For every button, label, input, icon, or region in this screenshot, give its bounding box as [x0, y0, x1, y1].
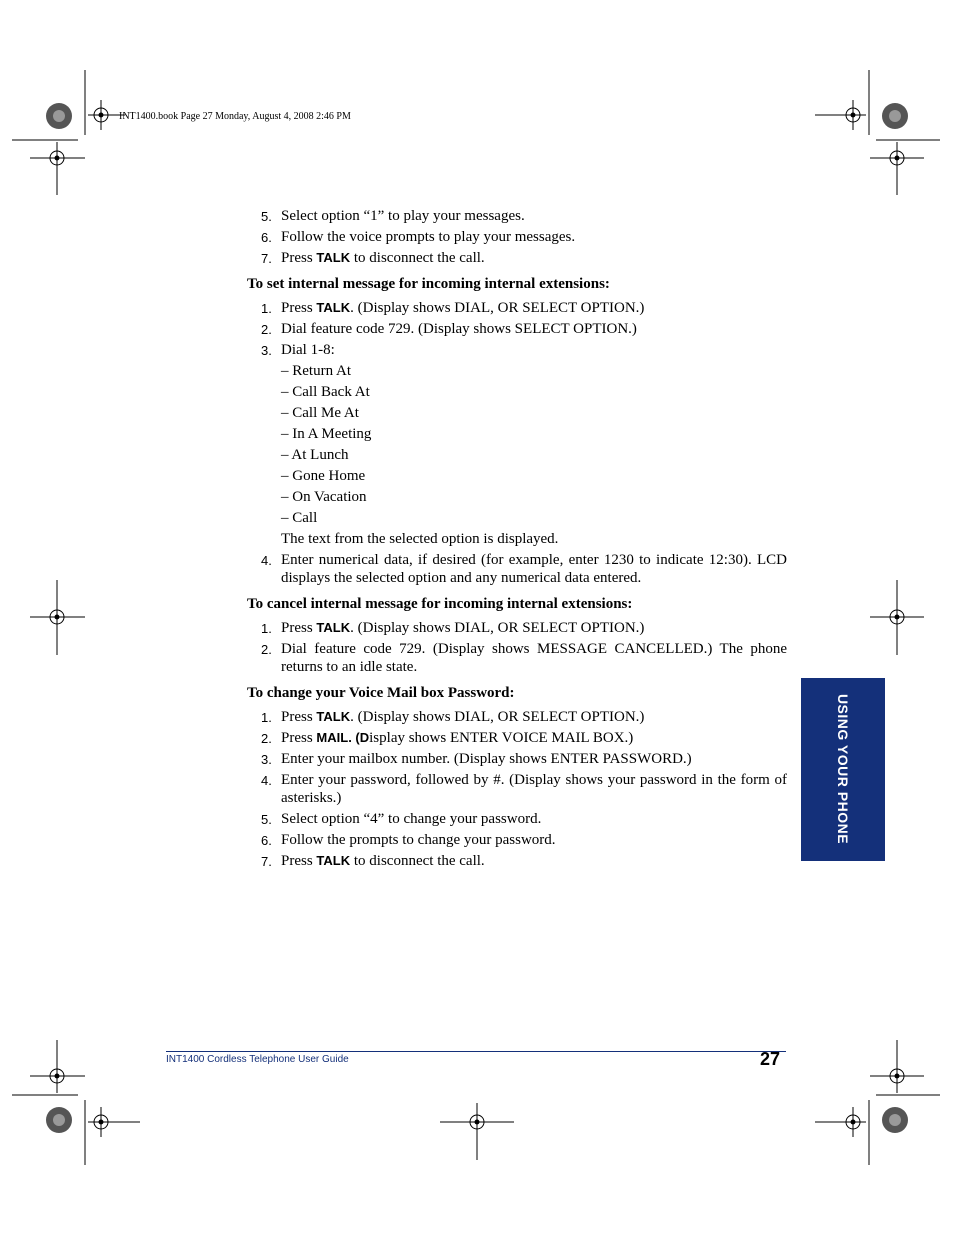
section-heading: To cancel internal message for incoming internal extensions: [247, 596, 633, 612]
footer-guide-title: INT1400 Cordless Telephone User Guide [166, 1054, 349, 1065]
list-item: 4. Enter numerical data, if desired (for example, enter 1230 to indicate 12:30). LCD displays the selected option and any numerical data entered. [261, 552, 787, 586]
list-item: 2. Dial feature code 729. (Display shows SELECT OPTION.) [261, 321, 637, 337]
list-item: 4. Enter your password, followed by #. (Display shows your password in the form of asterisks.) [261, 772, 787, 806]
playback-steps [247, 207, 787, 267]
talk-key: TALK [316, 709, 351, 724]
page-number: 27 [760, 1049, 781, 1069]
section-heading: To change your Voice Mail box Password: [247, 685, 515, 701]
change-password-steps [247, 708, 787, 870]
list-item: 6. Follow the prompts to change your password. [261, 832, 556, 848]
option-item: – Return At [281, 363, 351, 379]
list-item: 2. Press MAIL. (Display shows ENTER VOICE MAIL BOX.) [261, 730, 634, 746]
mail-key: MAIL. (D [316, 730, 370, 745]
list-item: 5. Select option “4” to change your password. [261, 811, 542, 827]
list-item: 1. Press TALK. (Display shows DIAL, OR SELECT OPTION.) [261, 709, 645, 725]
list-item: 1. Press TALK. (Display shows DIAL, OR SELECT OPTION.) [261, 300, 645, 316]
talk-key: TALK [316, 250, 351, 265]
option-item: – Call [281, 510, 318, 526]
option-item: – At Lunch [281, 447, 349, 463]
list-item: 5. Select option “1” to play your messages. [261, 208, 525, 224]
talk-key: TALK [316, 620, 351, 635]
option-item: – Call Back At [281, 384, 370, 400]
option-item: – In A Meeting [281, 426, 372, 442]
talk-key: TALK [316, 853, 351, 868]
chapter-side-tab [801, 678, 885, 861]
list-item: 1. Press TALK. (Display shows DIAL, OR SELECT OPTION.) [261, 620, 645, 636]
main-content [247, 207, 787, 873]
section-heading: To set internal message for incoming internal extensions: [247, 276, 610, 292]
message-options [281, 362, 787, 548]
chapter-side-tab-label: USING YOUR PHONE [835, 693, 851, 845]
list-item: 7. Press TALK to disconnect the call. [261, 853, 485, 869]
option-item: – On Vacation [281, 489, 367, 505]
list-item: 3. Dial 1-8: – Return At – Call Back At – Call Me At – In A Meeting – At Lunch – Gone Home – On Vacation – Call The text from the selected option is displayed. [247, 341, 787, 548]
set-message-steps [247, 299, 787, 587]
option-item: – Gone Home [281, 468, 366, 484]
list-item: 6. Follow the voice prompts to play your messages. [261, 229, 576, 245]
cancel-message-steps [247, 619, 787, 676]
list-item: 3. Enter your mailbox number. (Display shows ENTER PASSWORD.) [261, 751, 692, 767]
list-item: 7. Press TALK to disconnect the call. [261, 250, 485, 266]
print-slug: INT1400.book Page 27 Monday, August 4, 2008 2:46 PM [119, 111, 351, 122]
option-item: – Call Me At [281, 405, 359, 421]
footer-rule [166, 1051, 786, 1052]
option-note: The text from the selected option is displayed. [281, 531, 559, 547]
list-item: 2. Dial feature code 729. (Display shows MESSAGE CANCELLED.) The phone returns to an idle state. [261, 641, 787, 675]
talk-key: TALK [316, 300, 351, 315]
